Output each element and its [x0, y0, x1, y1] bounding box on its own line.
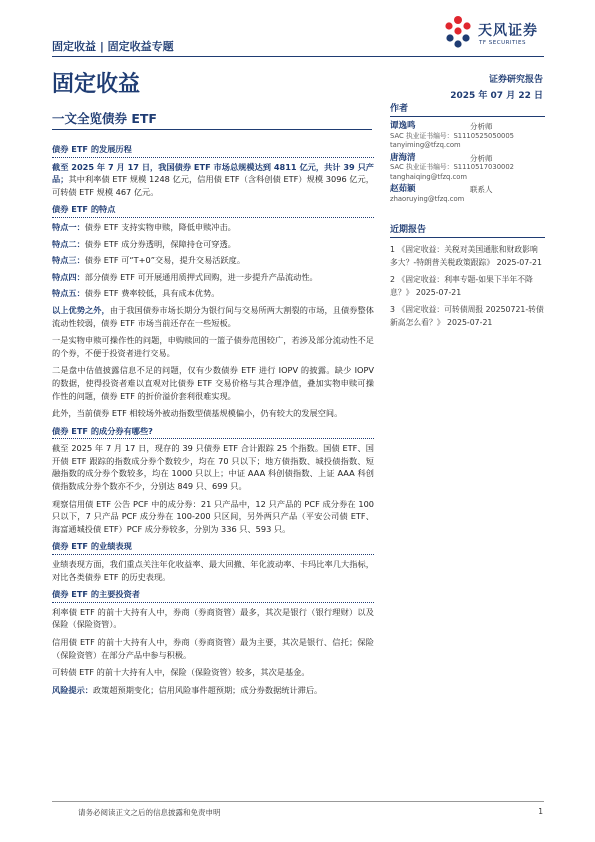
feature-text: 部分债券 ETF 可开展通用质押式回购，进一步提升产品流动性。 — [84, 271, 318, 282]
components-paragraph-2: 观察信用债 ETF 公告 PCF 中的成分券：21 只产品中，12 只产品的 PCF 成分券在 100 只以下，7 只产品 PCF 成分券在 100-200 只区间，另外两只产品（平安公司债 ETF、海富通城投债 ETF）PCF 成分券较多，分别为 336 只、593 只。 — [52, 498, 374, 534]
section-heading-features: 债券 ETF 的特点 — [52, 203, 374, 218]
recent-reports-heading: 近期报告 — [390, 222, 545, 238]
section-heading-investors: 债券 ETF 的主要投资者 — [52, 588, 374, 603]
shortcoming-paragraph-2: 二是盘中估值披露信息不足的问题，仅有少数债券 ETF 进行 IOPV 的披露。缺少 IOPV 的数据，使得投资者难以直观对比债券 ETF 交易价格与其合理净值，叠加实物申赎可操作性的问题，债券 ETF 的折价溢价套利很难实现。 — [52, 365, 374, 401]
feature-text: 债券 ETF 可“T+0”交易，提升交易活跃度。 — [84, 255, 246, 266]
advantage-bold: 以上优势之外， — [52, 304, 110, 315]
history-text: 其中利率债 ETF 规模 1248 亿元，信用债 ETF（含科创债 ETF）规模 3096 亿元，可转债 ETF 规模 467 亿元。 — [52, 174, 374, 197]
sidebar — [390, 101, 545, 333]
recent-report-item[interactable]: 1 《固定收益：关税对美国通胀和财政影响多大？-特朗普关税政策跟踪》 2025-07-21 — [390, 245, 542, 267]
feature-item — [52, 238, 374, 251]
main-content — [52, 143, 374, 701]
report-date: 2025 年 07 月 22 日 — [450, 91, 543, 101]
shortcoming-paragraph-3: 此外，当前债券 ETF 相较场外被动指数型债基规模偏小，仍有较大的发展空间。 — [52, 408, 343, 419]
risk-label: 风险提示： — [52, 684, 93, 695]
history-paragraph — [52, 161, 374, 199]
subtitle-rule — [52, 129, 372, 130]
investors-paragraph-1: 利率债 ETF 的前十大持有人中，券商（券商资管）最多，其次是银行（银行理财）以及保险（保险资管）。 — [52, 606, 374, 630]
header-rule — [52, 56, 544, 57]
author-role: 联系人 — [470, 185, 493, 194]
author-card — [390, 122, 545, 151]
recent-report-item[interactable]: 2 《固定收益：利率专题-如果下半年不降息？》 2025-07-21 — [390, 275, 533, 297]
feature-item — [52, 287, 374, 300]
feature-text: 债券 ETF 费率较低，具有成本优势。 — [84, 288, 220, 299]
logo-text-en: TF SECURITIES — [479, 40, 526, 46]
feature-label: 特点四： — [52, 271, 85, 282]
risk-paragraph — [52, 684, 374, 697]
history-bold: 截至 2025 年 7 月 17 日，我国债券 ETF 市场总规模达到 4811 亿元，共计 39 只产品； — [52, 161, 374, 185]
author-card — [390, 185, 545, 204]
authors-heading: 作者 — [390, 101, 545, 117]
author-role: 分析师 — [470, 122, 493, 131]
recent-report-item[interactable]: 3 《固定收益：可转债周报 20250721-转债新高怎么看？》 2025-07-21 — [390, 305, 544, 327]
feature-label: 特点二： — [52, 238, 85, 249]
header-category: 固定收益 | 固定收益专题 — [52, 40, 174, 53]
section-heading-components: 债券 ETF 的成分券有哪些? — [52, 425, 374, 440]
author-cert: SAC 执业证书编号：S1110517030002 — [390, 163, 514, 171]
author-name: 赵茹颖 — [390, 184, 416, 194]
feature-item — [52, 221, 374, 234]
company-logo — [440, 14, 550, 54]
risk-text: 政策超预期变化；信用风险事件超预期；成分券数据统计滞后。 — [92, 684, 323, 695]
footer-disclaimer: 请务必阅读正文之后的信息披露和免责申明 — [78, 808, 221, 817]
shortcoming-paragraph-1: 一是实物申赎可操作性的问题，申购赎回的一篮子债券范围较广，若涉及部分流动性不足的个券，不便于投资者进行交易。 — [52, 335, 374, 358]
feature-label: 特点一： — [52, 221, 85, 232]
performance-paragraph: 业绩表现方面，我们重点关注年化收益率、最大回撤、年化波动率、卡玛比率几大指标，对比各类债券 ETF 的历史表现。 — [52, 559, 374, 582]
page-number: 1 — [538, 807, 543, 816]
advantage-text: 由于我国债券市场长期分为银行间与交易所两大割裂的市场，且债券整体流动性较弱，债券 ETF 市场当前还存在一些短板。 — [52, 304, 374, 328]
author-email[interactable]: zhaoruying@tfzq.com — [390, 194, 465, 203]
investors-paragraph-2: 信用债 ETF 的前十大持有人中，券商（券商资管）最为主要，其次是银行、信托；保险（保险资管）在部分产品中参与积极。 — [52, 637, 374, 660]
feature-label: 特点五： — [52, 288, 85, 299]
components-paragraph-1: 截至 2025 年 7 月 17 日，现存的 39 只债券 ETF 合计跟踪 25 个指数。国债 ETF、国开债 ETF 跟踪的指数成分券个数较少，均在 70 只以下；地方债指数、城投债指数、短融指数的成分券个数较多，均在 1000 只以上；中证 AAA 科创债指数、上证 AAA 科创债指数成分券个数亦不少，分别达 849 只、699 只。 — [52, 443, 374, 492]
section-heading-history: 债券 ETF 的发展历程 — [52, 143, 374, 158]
author-card — [390, 154, 545, 183]
author-email[interactable]: tanyiming@tfzq.com — [390, 141, 461, 149]
page-title: 固定收益 — [52, 72, 141, 97]
advantage-paragraph — [52, 304, 374, 329]
feature-text: 债券 ETF 支持实物申赎，降低申赎冲击。 — [84, 221, 236, 232]
feature-text: 债券 ETF 成分券透明，保障持仓可穿透。 — [84, 238, 236, 249]
author-email[interactable]: tanghaiqing@tfzq.com — [390, 172, 468, 181]
logo-text-cn: 天风证券 — [478, 23, 538, 39]
author-name: 唐海清 — [390, 152, 416, 163]
feature-item — [52, 254, 374, 267]
section-heading-performance: 债券 ETF 的业绩表现 — [52, 540, 374, 555]
author-cert: SAC 执业证书编号：S1110525050005 — [390, 131, 514, 140]
report-subtitle: 一文全览债券 ETF — [52, 111, 157, 126]
feature-label: 特点三： — [52, 255, 85, 266]
investors-paragraph-3: 可转债 ETF 的前十大持有人中，保险（保险资管）较多，其次是基金。 — [52, 667, 310, 678]
feature-item — [52, 271, 374, 284]
footer-rule — [52, 801, 544, 802]
author-name: 谭逸鸣 — [390, 121, 416, 131]
tf-logo-icon — [440, 14, 476, 52]
author-role: 分析师 — [470, 153, 493, 163]
report-type: 证券研究报告 — [488, 75, 543, 85]
